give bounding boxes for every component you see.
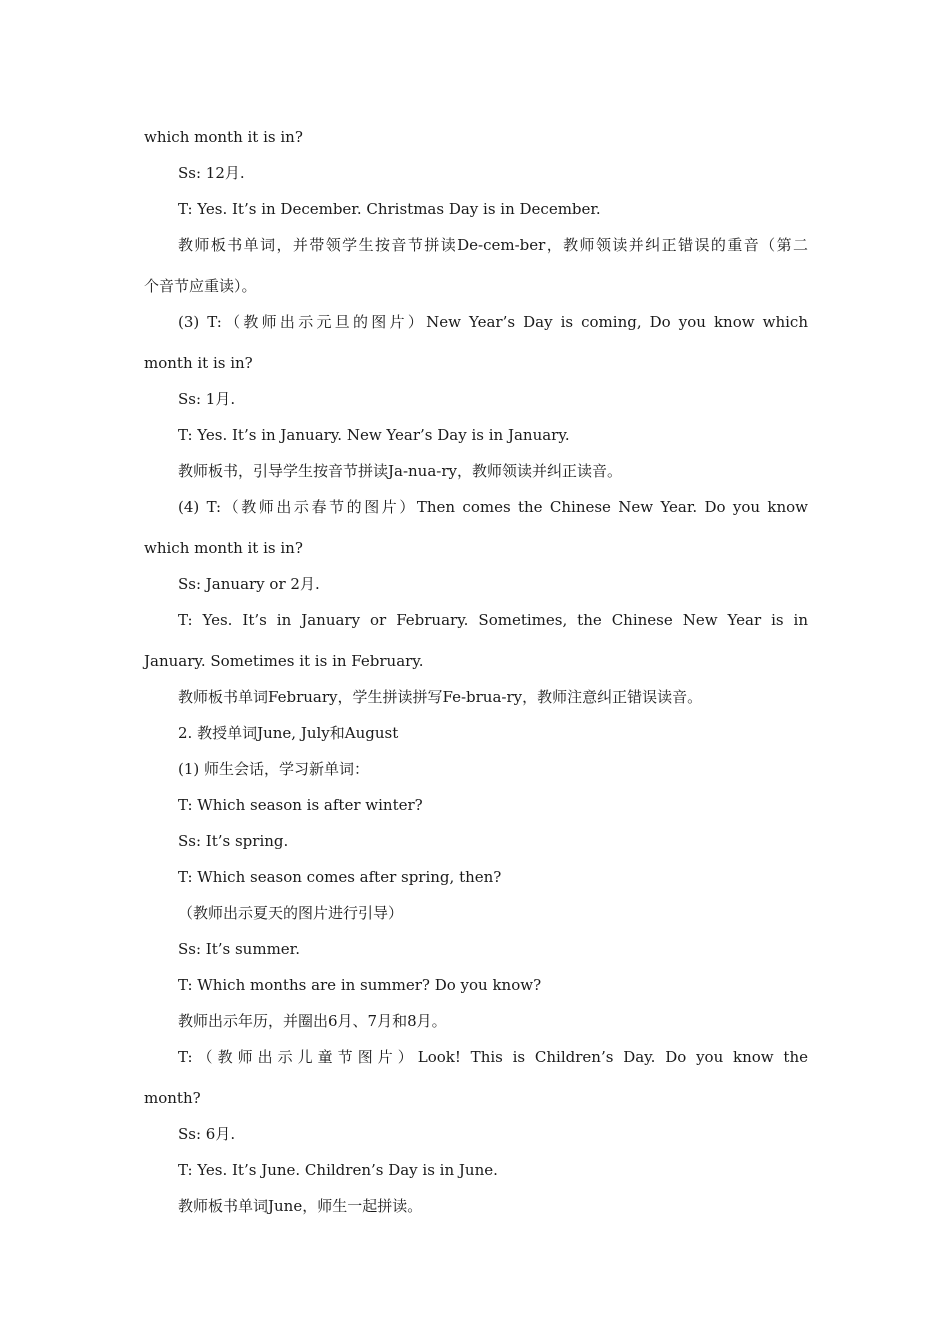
text-line: T:（教师出示儿童节图片）Look! This is Children’s Day. Do you know the	[178, 1048, 808, 1066]
text-line: 教师板书，引导学生按音节拼读Ja-nua-ry，教师领读并纠正读音。	[178, 462, 623, 480]
text-line: Ss: 1月.	[178, 390, 236, 408]
text-line: （教师出示夏天的图片进行引导）	[178, 904, 404, 922]
text-line: 2. 教授单词June, July和August	[178, 724, 399, 742]
text-line: T: Yes. It’s in January or February. Sometimes, the Chinese New Year is in	[178, 611, 808, 629]
text-line: 教师板书单词，并带领学生按音节拼读De-cem-ber，教师领读并纠正错误的重音（第二	[178, 236, 808, 254]
text-line: (1) 师生会话，学习新单词：	[178, 760, 370, 778]
text-line: T: Which months are in summer? Do you know?	[178, 976, 542, 994]
text-line: Ss: 6月.	[178, 1125, 236, 1143]
text-line: Ss: It’s spring.	[178, 832, 289, 850]
text-line: 教师出示年历，并圈出6月、7月和8月。	[178, 1012, 447, 1030]
text-line: 教师板书单词February，学生拼读拼写Fe-brua-ry，教师注意纠正错误读音。	[178, 688, 703, 706]
text-line: Ss: 12月.	[178, 164, 245, 182]
text-line: January. Sometimes it is in February.	[144, 652, 424, 670]
text-line: (4) T:（教师出示春节的图片）Then comes the Chinese New Year. Do you know	[178, 498, 808, 516]
text-line: which month it is in?	[144, 539, 303, 557]
text-line: T: Which season is after winter?	[178, 796, 423, 814]
text-line: Ss: It’s summer.	[178, 940, 300, 958]
text-line: (3) T:（教师出示元旦的图片）New Year’s Day is coming, Do you know which	[178, 313, 808, 331]
text-line: month?	[144, 1089, 201, 1107]
text-line: T: Yes. It’s June. Children’s Day is in June.	[178, 1161, 498, 1179]
text-line: T: Which season comes after spring, then?	[178, 868, 502, 886]
text-line: T: Yes. It’s in December. Christmas Day is in December.	[178, 200, 601, 218]
text-line: Ss: January or 2月.	[178, 575, 320, 593]
text-line: month it is in?	[144, 354, 253, 372]
text-line: T: Yes. It’s in January. New Year’s Day is in January.	[178, 426, 570, 444]
text-line: 个音节应重读）。	[144, 277, 257, 295]
text-line: which month it is in?	[144, 128, 303, 146]
text-line: 教师板书单词June，师生一起拼读。	[178, 1197, 423, 1215]
